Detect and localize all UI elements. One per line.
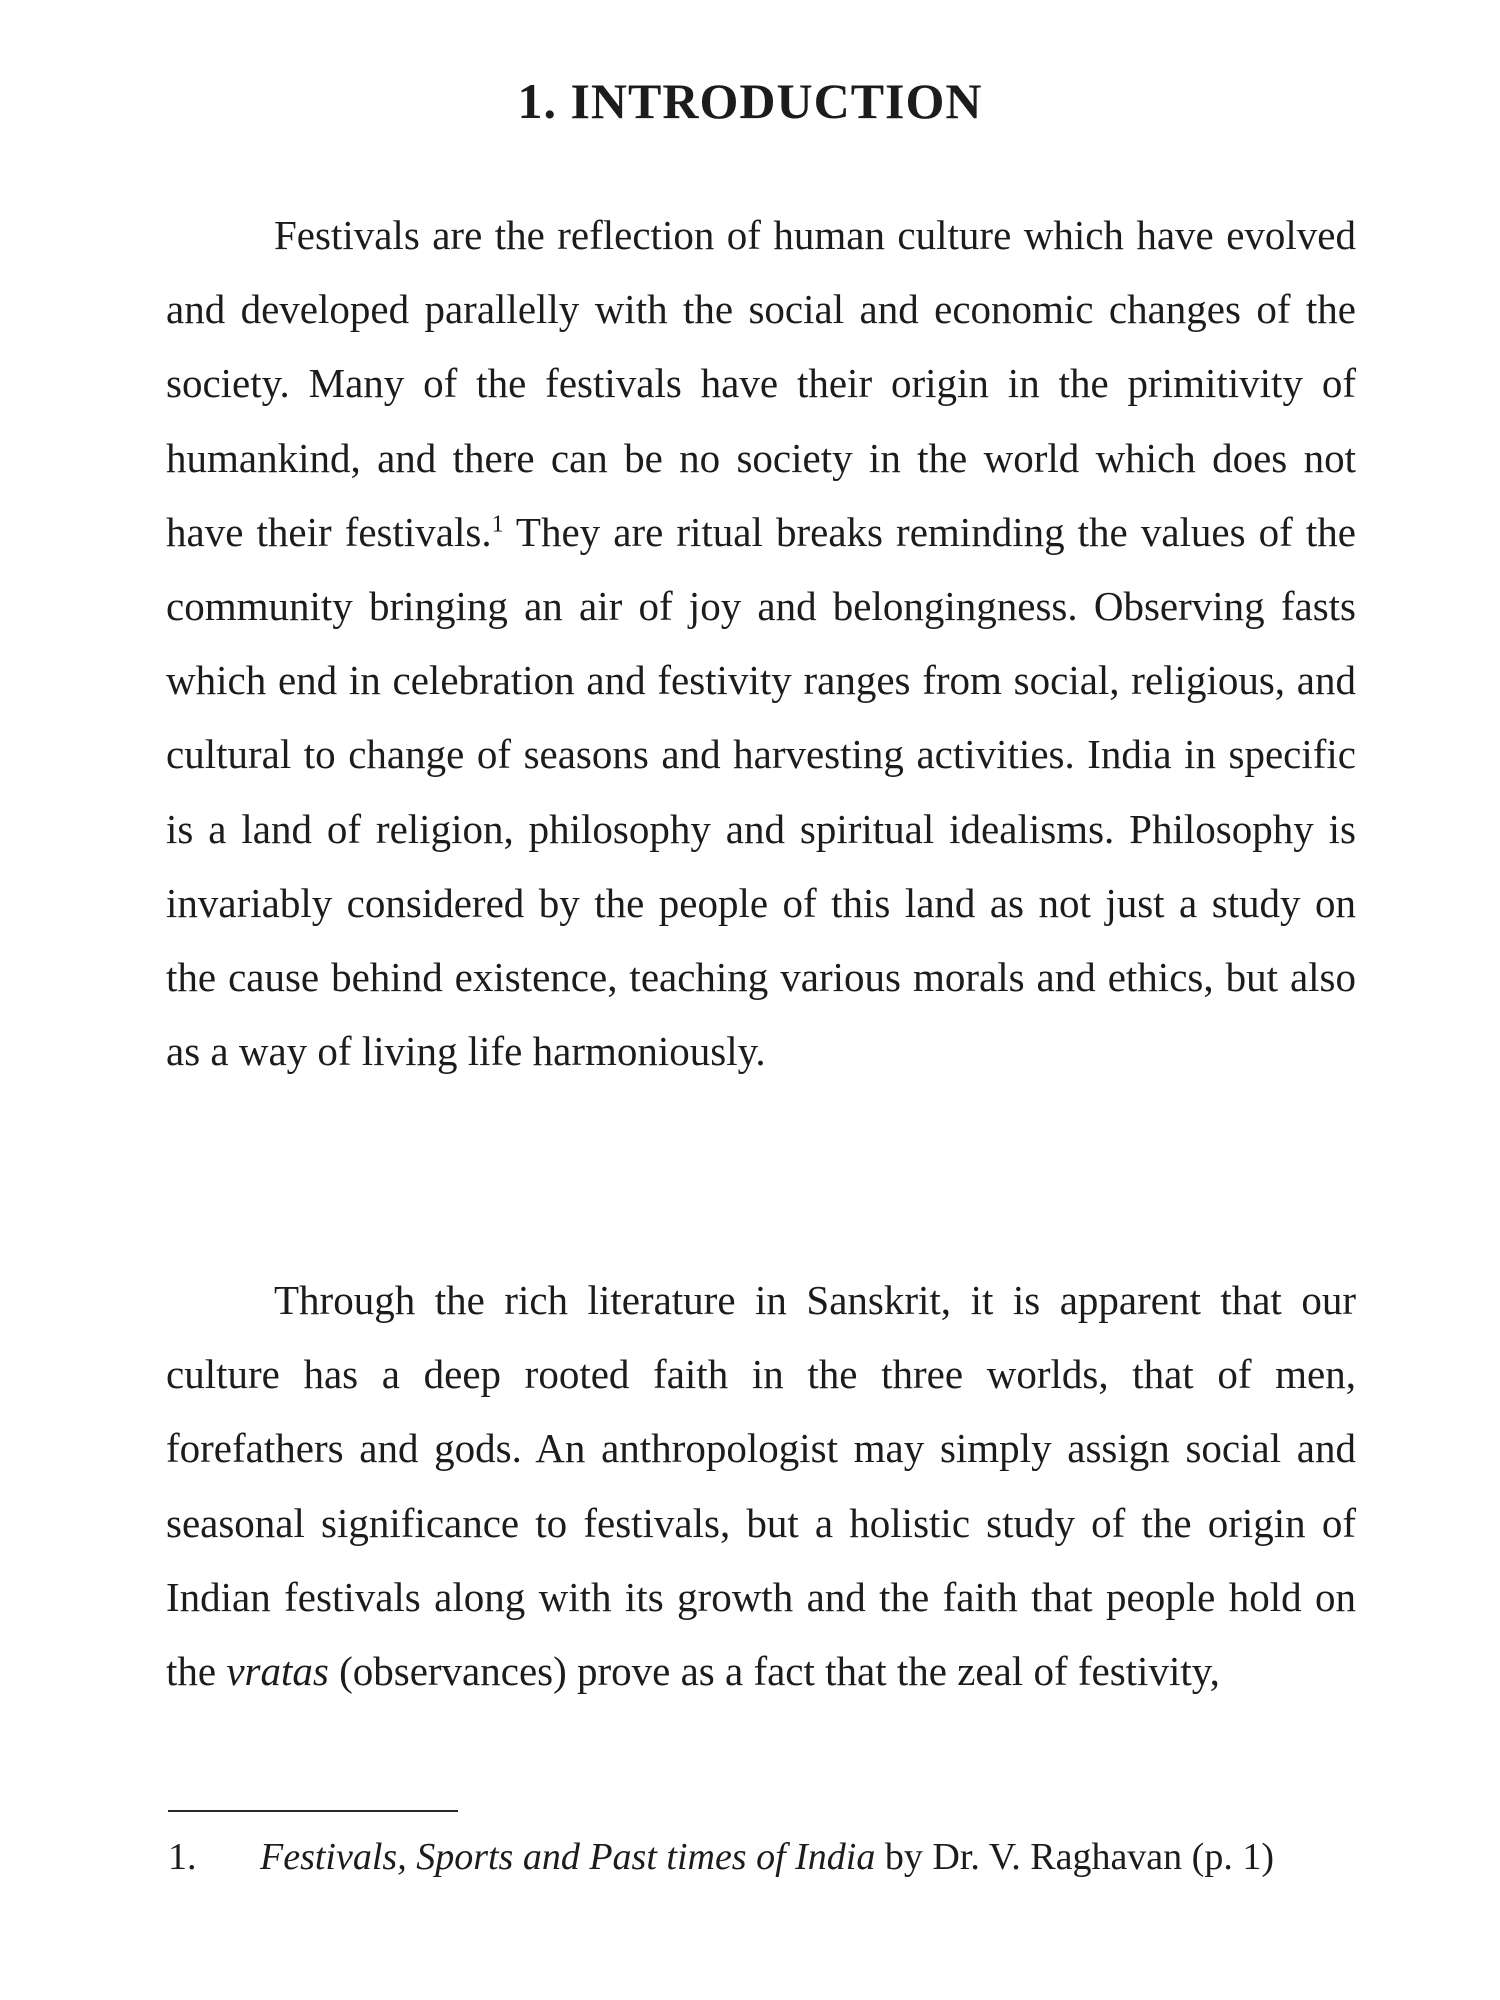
paragraph-1-text-b: They are ritual breaks reminding the values of the community bringing an air of joy and belongingness. Observing fasts which end in celebration and festivity ranges from social, religious, and cultural to change of seasons and harvesting activities. India in specific is a land of religion, philosophy and spiritual idealisms. Philosophy is invariably considered by the people of this land as not just a study on the cause behind existence, teaching various morals and ethics, but also as a way of living life harmoniously. bbox=[166, 508, 1356, 1075]
footnote-text bbox=[260, 1831, 1356, 1883]
footnote-citation: by Dr. V. Raghavan (p. 1) bbox=[875, 1836, 1274, 1878]
page-title: 1. INTRODUCTION bbox=[517, 73, 983, 129]
paragraph-1-text-a: Festivals are the reflection of human culture which have evolved and developed parallelly with the social and economic changes of the society. Many of the festivals have their origin in the primitivity of humankind, and there can be no society in the world which does not have their festivals. bbox=[166, 212, 1356, 555]
paragraph-2 bbox=[166, 1263, 1356, 1708]
footnote bbox=[168, 1831, 1356, 1883]
paragraph-1 bbox=[166, 198, 1356, 1088]
italic-term: vratas bbox=[226, 1648, 329, 1695]
footnote-reference: 1 bbox=[491, 511, 504, 538]
paragraph-2-text-a: Through the rich literature in Sanskrit, it is apparent that our culture has a deep rooted faith in the three worlds, that of men, forefathers and gods. An anthropologist may simply assign social and seasonal significance to festivals, but a holistic study of the origin of Indian festivals along with its growth and the faith that people hold on the bbox=[166, 1277, 1356, 1695]
footnote-book-title: Festivals, Sports and Past times of India bbox=[260, 1836, 876, 1878]
footnote-divider bbox=[168, 1810, 458, 1812]
paragraph-2-text-b: (observances) prove as a fact that the zeal of festivity, bbox=[328, 1648, 1220, 1695]
footnote-number: 1. bbox=[168, 1836, 197, 1878]
